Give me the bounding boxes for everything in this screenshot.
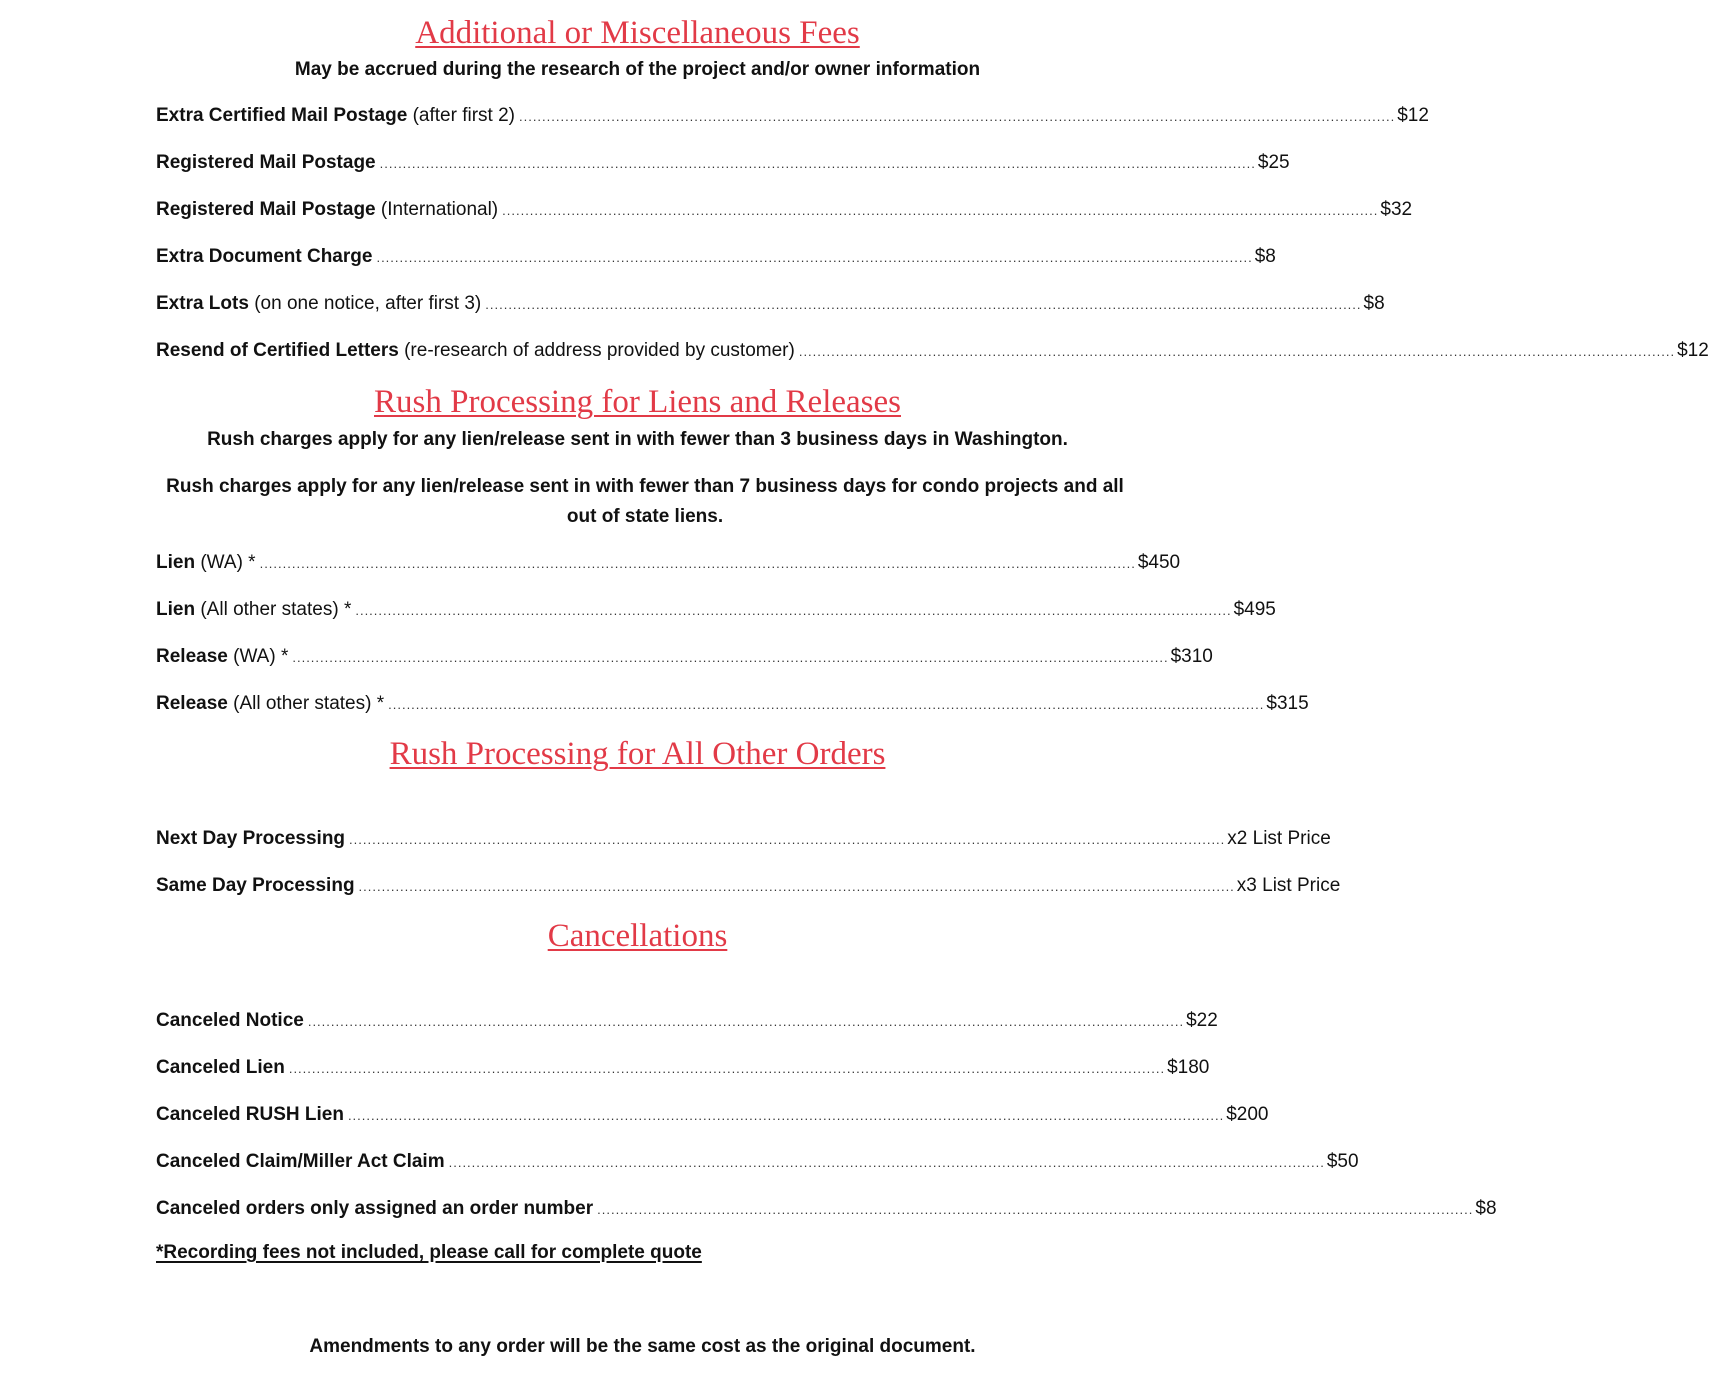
dot-leader: .............................................................................................................................................................................................. xyxy=(485,297,1362,312)
misc-fees-heading: Additional or Miscellaneous Fees xyxy=(415,15,860,51)
fee-price: $22 xyxy=(1186,1010,1218,1031)
fee-price: $8 xyxy=(1475,1198,1497,1219)
fee-price: $25 xyxy=(1257,152,1290,173)
fee-row: Lien (All other states) * .............................................................................................................................................................................................. $495 xyxy=(156,597,1076,624)
dot-leader: .............................................................................................................................................................................................. xyxy=(307,1014,1185,1029)
fee-price: $450 xyxy=(1137,552,1181,573)
fee-row: Lien (WA) * .............................................................................................................................................................................................. $450 xyxy=(156,550,1074,577)
fee-price: $310 xyxy=(1170,646,1213,667)
fee-row: Extra Document Charge .............................................................................................................................................................................................. $8 xyxy=(156,244,1060,271)
dot-leader: .............................................................................................................................................................................................. xyxy=(502,203,1379,218)
fee-row: Canceled Lien .............................................................................................................................................................................................. $180 xyxy=(156,1055,1052,1082)
dot-leader: .............................................................................................................................................................................................. xyxy=(358,879,1235,894)
fee-price: $180 xyxy=(1167,1057,1210,1078)
rush-liens-heading: Rush Processing for Liens and Releases xyxy=(374,384,901,420)
fee-row: Canceled Notice .............................................................................................................................................................................................. $22 xyxy=(156,1008,1036,1035)
fee-row: Resend of Certified Letters (re-research of address provided by customer) .............................................................................................................................................................................................. $12 xyxy=(156,338,1072,365)
fee-row: Release (WA) * .............................................................................................................................................................................................. $310 xyxy=(156,644,1071,671)
fee-row: Next Day Processing .............................................................................................................................................................................................. x2 List Price xyxy=(156,826,1108,853)
fee-row: Registered Mail Postage .............................................................................................................................................................................................. $25 xyxy=(156,150,1070,177)
recording-fees-footnote: *Recording fees not included, please call for complete quote xyxy=(156,1242,702,1263)
fee-price: $50 xyxy=(1326,1151,1359,1172)
fee-price: $315 xyxy=(1266,693,1309,714)
fee-row: Same Day Processing .............................................................................................................................................................................................. x3 List Price xyxy=(156,873,1106,900)
fee-row: Canceled Claim/Miller Act Claim .............................................................................................................................................................................................. $50 xyxy=(156,1149,1046,1176)
dot-leader: .............................................................................................................................................................................................. xyxy=(292,650,1169,665)
amendments-note: Amendments to any order will be the same cost as the original document. xyxy=(309,1336,976,1357)
misc-fees-subtitle: May be accrued during the research of the project and/or owner information xyxy=(294,59,981,80)
fee-price: $32 xyxy=(1380,199,1413,220)
dot-leader: .............................................................................................................................................................................................. xyxy=(448,1155,1325,1170)
dot-leader: .............................................................................................................................................................................................. xyxy=(288,1061,1166,1076)
fee-row: Registered Mail Postage (International) .............................................................................................................................................................................................. $32 xyxy=(156,197,1074,224)
dot-leader: .............................................................................................................................................................................................. xyxy=(379,156,1256,171)
fee-row: Release (All other states) * .............................................................................................................................................................................................. $315 xyxy=(156,691,1070,718)
dot-leader: .............................................................................................................................................................................................. xyxy=(798,344,1676,359)
fee-row: Extra Certified Mail Postage (after first 2) .............................................................................................................................................................................................. $12 xyxy=(156,103,1074,130)
dot-leader: .............................................................................................................................................................................................. xyxy=(349,832,1226,847)
fee-price: x3 List Price xyxy=(1236,875,1341,896)
dot-leader: .............................................................................................................................................................................................. xyxy=(355,603,1232,618)
cancellations-heading: Cancellations xyxy=(547,918,728,954)
fee-price: $200 xyxy=(1226,1104,1269,1125)
fee-row: Canceled orders only assigned an order number .............................................................................................................................................................................................. $8 xyxy=(156,1196,1038,1223)
rush-liens-note-wa: Rush charges apply for any lien/release sent in with fewer than 3 business days in Washington. xyxy=(207,429,1068,450)
dot-leader: .............................................................................................................................................................................................. xyxy=(597,1202,1474,1217)
fee-price: $8 xyxy=(1363,293,1385,314)
fee-price: $12 xyxy=(1397,105,1429,126)
dot-leader: .............................................................................................................................................................................................. xyxy=(518,109,1396,124)
dot-leader: .............................................................................................................................................................................................. xyxy=(388,697,1265,712)
fee-row: Extra Lots (on one notice, after first 3) .............................................................................................................................................................................................. $8 xyxy=(156,291,1058,318)
fee-price: x2 List Price xyxy=(1227,828,1331,849)
rush-liens-note-other: Rush charges apply for any lien/release sent in with fewer than 7 business days for condo projects and all out of state liens. xyxy=(166,476,1124,527)
fee-price: $495 xyxy=(1233,599,1276,620)
fee-price: $8 xyxy=(1254,246,1276,267)
dot-leader: .............................................................................................................................................................................................. xyxy=(376,250,1253,265)
fee-price: $12 xyxy=(1677,340,1709,361)
rush-other-heading: Rush Processing for All Other Orders xyxy=(389,736,886,772)
dot-leader: .............................................................................................................................................................................................. xyxy=(347,1108,1225,1123)
fee-row: Canceled RUSH Lien .............................................................................................................................................................................................. $200 xyxy=(156,1102,1052,1129)
dot-leader: .............................................................................................................................................................................................. xyxy=(259,556,1136,571)
